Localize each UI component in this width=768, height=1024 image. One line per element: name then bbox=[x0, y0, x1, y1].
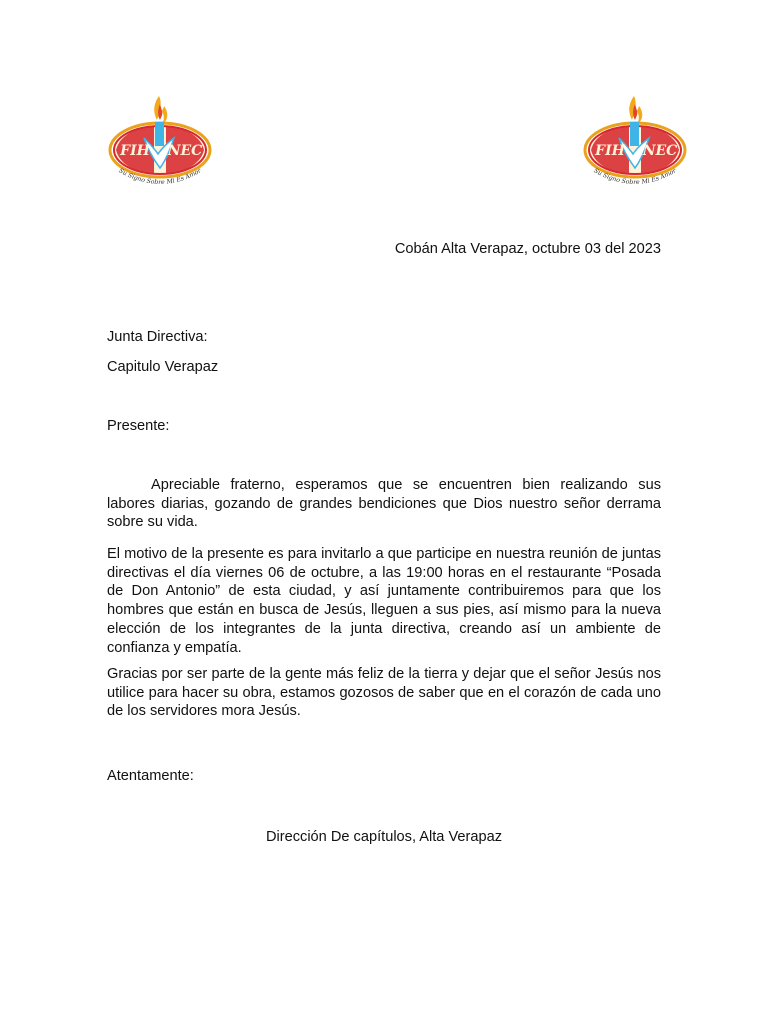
body-paragraph-invitation: El motivo de la presente es para invitarlo a que participe en nuestra reunión de juntas directivas el día viernes 06 de octubre, a las 19:00 horas en el restaurante “Posada de Don Antonio” de esta ciudad, y así juntamente contribuiremos para que los hombres que están en busca de Jesús, lleguen a sus pies, así mismo para la nueva elección de los integrantes de la junta directiva, creando así un ambiente de confianza y empatía. bbox=[107, 546, 661, 656]
body-paragraph-greeting: Apreciable fraterno, esperamos que se encuentren bien realizando sus labores diarias, gozando de grandes bendiciones que Dios nuestro señor derrama sobre su vida. bbox=[107, 477, 661, 531]
recipient-line: Junta Directiva: bbox=[107, 329, 208, 345]
logo-right-letters: NEC bbox=[167, 143, 203, 159]
fihnec-logo-icon bbox=[579, 94, 691, 199]
organization-logo-left bbox=[104, 94, 216, 199]
salutation: Presente: bbox=[107, 418, 170, 434]
organization-logo-right bbox=[579, 94, 691, 199]
closing: Atentamente: bbox=[107, 768, 194, 784]
logo-motto: Su Signo Sobre Mi Es Amor bbox=[592, 167, 678, 187]
logo-right-letters: NEC bbox=[642, 143, 678, 159]
recipient-chapter: Capitulo Verapaz bbox=[107, 359, 219, 375]
logo-left-letters: FIH bbox=[120, 143, 150, 159]
fihnec-logo-icon bbox=[104, 94, 216, 199]
signature-line: Dirección De capítulos, Alta Verapaz bbox=[265, 829, 503, 845]
date-line: Cobán Alta Verapaz, octubre 03 del 2023 bbox=[394, 241, 661, 257]
logo-motto: Su Signo Sobre Mi Es Amor bbox=[117, 167, 203, 187]
logo-left-letters: FIH bbox=[595, 143, 625, 159]
body-paragraph-thanks: Gracias por ser parte de la gente más feliz de la tierra y dejar que el señor Jesús nos utilice para hacer su obra, estamos gozosos de saber que en el corazón de cada uno de los servidores mora Jesús. bbox=[107, 666, 661, 720]
